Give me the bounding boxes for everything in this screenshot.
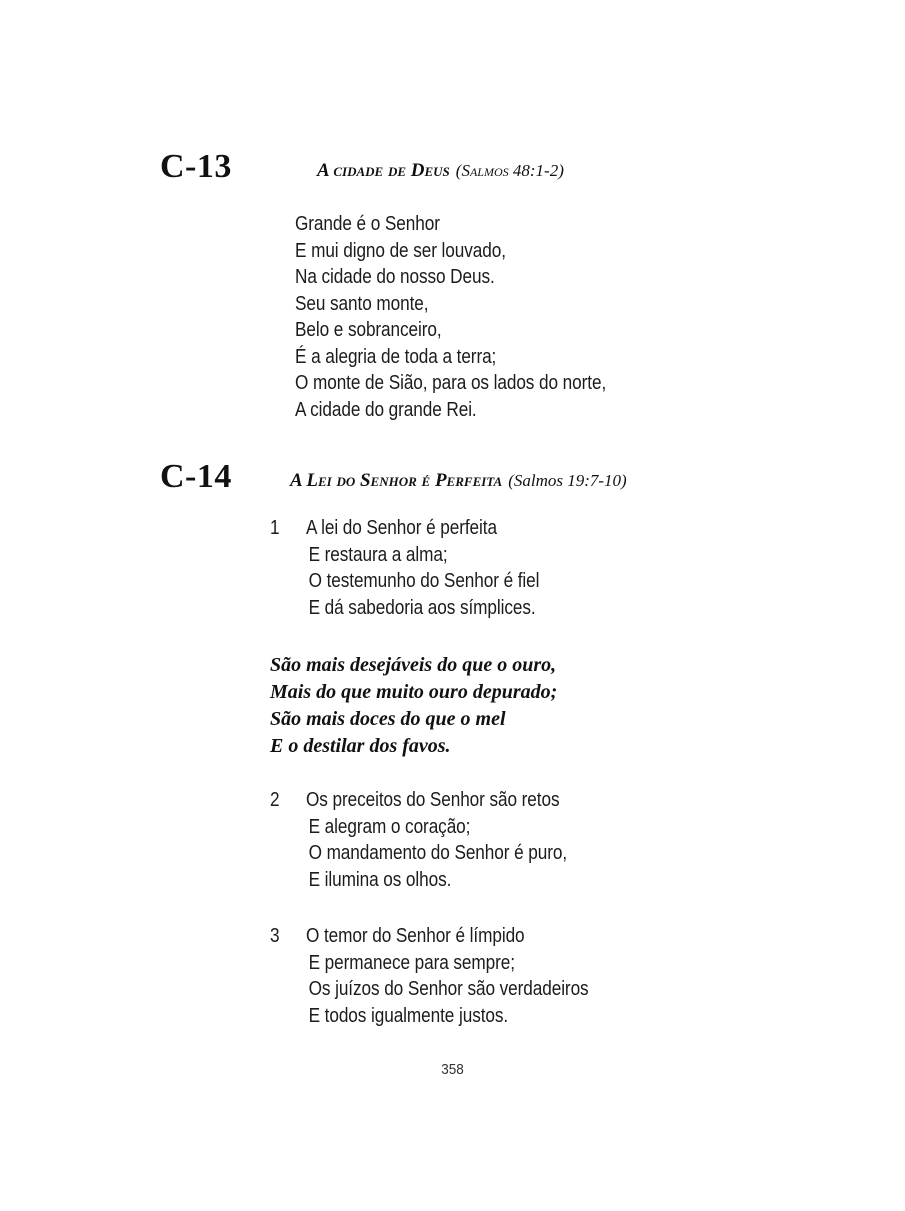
verse-line: Grande é o Senhor	[295, 213, 440, 235]
refrain-line: São mais doces do que o mel	[270, 708, 506, 730]
verse-line: O mandamento do Senhor é puro,	[308, 842, 568, 864]
stanza-number: 3	[270, 925, 280, 947]
stanza-number: 1	[270, 517, 280, 539]
section-reference: (Salmos 19:7-10)	[508, 471, 627, 490]
verse-line: O monte de Sião, para os lados do norte,	[295, 372, 607, 394]
section-title-text: A cidade de Deus	[317, 160, 450, 181]
verse-line: A cidade do grande Rei.	[295, 398, 477, 421]
verse-line: Os juízos do Senhor são verdadeiros	[308, 978, 589, 1000]
verse-line: E todos igualmente justos.	[308, 1004, 509, 1027]
verse-line: E restaura a alma;	[308, 543, 448, 566]
page-number: 358	[441, 1061, 464, 1078]
section-reference: (Salmos 48:1-2)	[455, 161, 564, 180]
section-code-c14: C-14	[160, 458, 232, 495]
section-code-c13: C-13	[160, 148, 232, 185]
section-title-c13	[317, 161, 564, 180]
refrain-line: São mais desejáveis do que o ouro,	[270, 654, 557, 676]
verse-line: Seu santo monte,	[295, 292, 429, 315]
section-title-c14	[290, 471, 627, 490]
stanza-number: 2	[270, 789, 280, 811]
verse-line: A lei do Senhor é perfeita	[306, 517, 497, 539]
verse-line: E dá sabedoria aos símplices.	[308, 596, 536, 619]
verse-line: E alegram o coração;	[308, 815, 471, 838]
verse-line: Na cidade do nosso Deus.	[295, 266, 495, 288]
psalm-48-verses	[295, 211, 657, 423]
verse-line: O temor do Senhor é límpido	[306, 925, 525, 947]
verse-line: O testemunho do Senhor é fiel	[308, 570, 540, 592]
verse-line: É a alegria de toda a terra;	[295, 345, 497, 368]
refrain-line: Mais do que muito ouro depurado;	[270, 681, 558, 703]
verse-line: Belo e sobranceiro,	[295, 319, 442, 341]
refrain-line: E o destilar dos favos.	[270, 735, 451, 757]
verse-line: E mui digno de ser louvado,	[295, 239, 506, 262]
refrain	[270, 652, 557, 760]
verse-line: E permanece para sempre;	[308, 951, 515, 974]
verse-line: E ilumina os olhos.	[308, 868, 452, 891]
section-title-text: A Lei do Senhor é Perfeita	[290, 470, 503, 491]
verse-line: Os preceitos do Senhor são retos	[306, 789, 560, 811]
